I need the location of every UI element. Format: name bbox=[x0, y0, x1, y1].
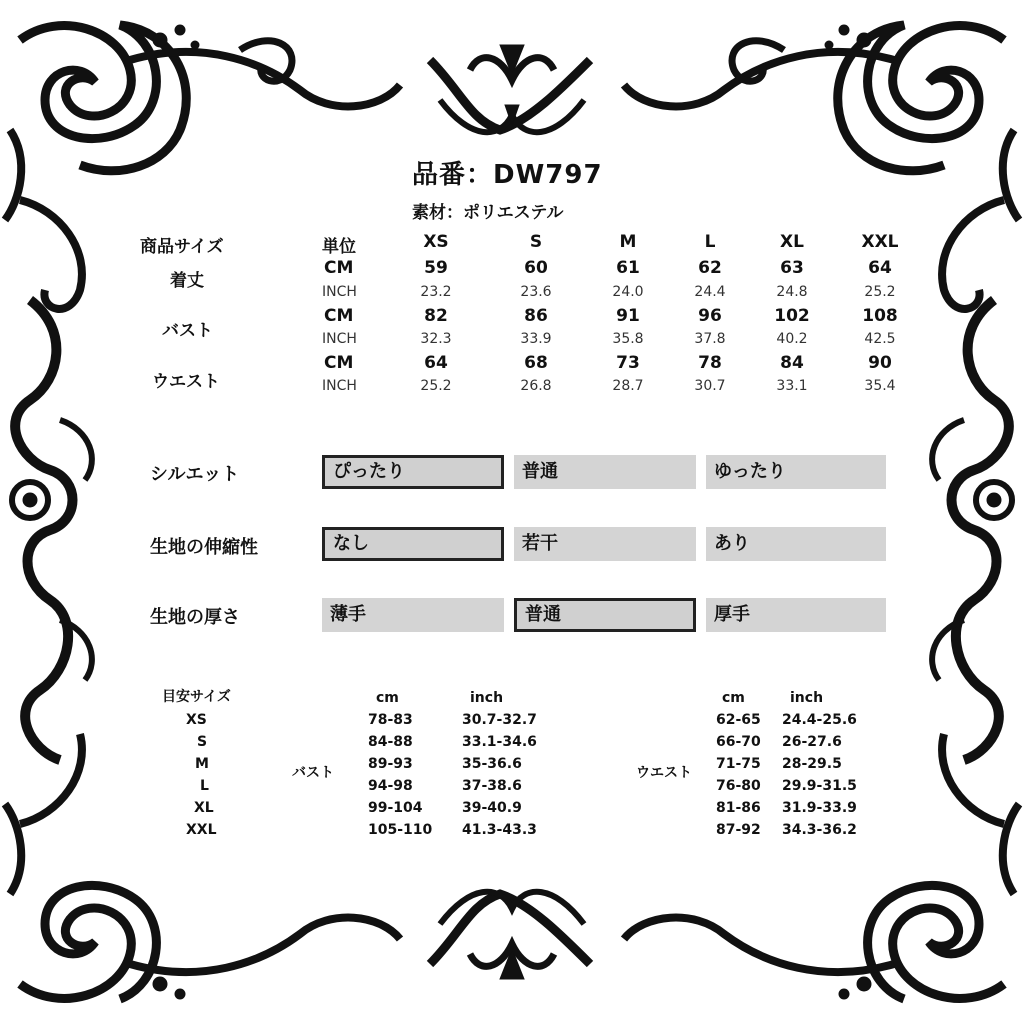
guide-bust-label: バスト bbox=[292, 765, 334, 781]
scale-option: 若干 bbox=[514, 527, 696, 561]
guide-title: 目安サイズ bbox=[162, 689, 231, 705]
cell-cm: 78 bbox=[698, 353, 722, 373]
scale-option-selected: ぴったり bbox=[322, 455, 504, 489]
row-label-bust: バスト bbox=[162, 321, 213, 341]
scale-label: 生地の伸縮性 bbox=[150, 537, 258, 558]
guide-bust-inch: 35-36.6 bbox=[462, 756, 522, 772]
cell-cm: 68 bbox=[524, 353, 548, 373]
cell-cm: 90 bbox=[868, 353, 892, 373]
cell-inch: 42.5 bbox=[864, 331, 896, 347]
scale-option-selected: なし bbox=[322, 527, 504, 561]
guide-bust-cm: 78-83 bbox=[368, 712, 413, 728]
scale-option: 薄手 bbox=[322, 598, 504, 632]
scale-option: 普通 bbox=[514, 455, 696, 489]
guide-cm-header: cm bbox=[376, 690, 399, 706]
size-header: XL bbox=[780, 232, 804, 252]
guide-size: L bbox=[200, 778, 209, 794]
scale-label: 生地の厚さ bbox=[150, 607, 240, 628]
guide-size: XS bbox=[186, 712, 207, 728]
unit-header: 単位 bbox=[322, 237, 356, 257]
guide-bust-cm: 94-98 bbox=[368, 778, 413, 794]
guide-size: XL bbox=[194, 800, 214, 816]
cell-inch: 28.7 bbox=[612, 378, 644, 394]
cell-cm: 96 bbox=[698, 306, 722, 326]
unit-cm: CM bbox=[324, 353, 354, 373]
scale-option: 厚手 bbox=[706, 598, 886, 632]
material-label: 素材：ポリエステル bbox=[412, 203, 564, 223]
size-header: XS bbox=[423, 232, 449, 252]
cell-inch: 24.0 bbox=[612, 284, 644, 300]
guide-inch-header: inch bbox=[790, 690, 824, 706]
cell-inch: 40.2 bbox=[776, 331, 808, 347]
cell-cm: 84 bbox=[780, 353, 804, 373]
cell-inch: 30.7 bbox=[694, 378, 726, 394]
unit-cm: CM bbox=[324, 258, 354, 278]
guide-waist-cm: 81-86 bbox=[716, 800, 761, 816]
unit-inch: INCH bbox=[322, 331, 357, 347]
guide-waist-label: ウエスト bbox=[636, 765, 692, 781]
guide-bust-inch: 39-40.9 bbox=[462, 800, 522, 816]
guide-bust-cm: 84-88 bbox=[368, 734, 413, 750]
guide-size: XXL bbox=[186, 822, 217, 838]
scale-option: ゆったり bbox=[706, 455, 886, 489]
guide-bust-cm: 105-110 bbox=[368, 822, 433, 838]
cell-cm: 62 bbox=[698, 258, 722, 278]
cell-inch: 23.6 bbox=[520, 284, 552, 300]
size-header: XXL bbox=[861, 232, 899, 252]
cell-inch: 24.4 bbox=[694, 284, 726, 300]
cell-inch: 23.2 bbox=[420, 284, 452, 300]
cell-inch: 35.4 bbox=[864, 378, 896, 394]
guide-bust-inch: 33.1-34.6 bbox=[462, 734, 537, 750]
guide-size: S bbox=[197, 734, 208, 750]
cell-cm: 63 bbox=[780, 258, 804, 278]
guide-waist-cm: 87-92 bbox=[716, 822, 761, 838]
cell-cm: 102 bbox=[774, 306, 810, 326]
row-label-waist: ウエスト bbox=[152, 372, 220, 392]
guide-waist-inch: 29.9-31.5 bbox=[782, 778, 857, 794]
guide-waist-inch: 28-29.5 bbox=[782, 756, 842, 772]
cell-inch: 35.8 bbox=[612, 331, 644, 347]
unit-cm: CM bbox=[324, 306, 354, 326]
guide-waist-inch: 26-27.6 bbox=[782, 734, 842, 750]
guide-waist-inch: 34.3-36.2 bbox=[782, 822, 857, 838]
guide-bust-cm: 99-104 bbox=[368, 800, 423, 816]
guide-waist-inch: 31.9-33.9 bbox=[782, 800, 857, 816]
cell-inch: 33.9 bbox=[520, 331, 552, 347]
size-header: L bbox=[704, 232, 716, 252]
cell-cm: 64 bbox=[868, 258, 892, 278]
cell-cm: 86 bbox=[524, 306, 548, 326]
product-number: 品番：DW797 bbox=[412, 160, 603, 190]
guide-waist-inch: 24.4-25.6 bbox=[782, 712, 857, 728]
scale-option: あり bbox=[706, 527, 886, 561]
guide-size: M bbox=[195, 756, 209, 772]
unit-inch: INCH bbox=[322, 284, 357, 300]
guide-bust-cm: 89-93 bbox=[368, 756, 413, 772]
cell-cm: 60 bbox=[524, 258, 548, 278]
cell-cm: 108 bbox=[862, 306, 898, 326]
guide-cm-header: cm bbox=[722, 690, 745, 706]
cell-cm: 73 bbox=[616, 353, 640, 373]
guide-waist-cm: 71-75 bbox=[716, 756, 761, 772]
cell-inch: 25.2 bbox=[864, 284, 896, 300]
cell-cm: 82 bbox=[424, 306, 448, 326]
cell-cm: 91 bbox=[616, 306, 640, 326]
cell-inch: 32.3 bbox=[420, 331, 452, 347]
guide-bust-inch: 30.7-32.7 bbox=[462, 712, 537, 728]
guide-waist-cm: 76-80 bbox=[716, 778, 761, 794]
cell-inch: 24.8 bbox=[776, 284, 808, 300]
size-table-corner: 商品サイズ bbox=[140, 237, 224, 257]
guide-bust-inch: 37-38.6 bbox=[462, 778, 522, 794]
cell-cm: 64 bbox=[424, 353, 448, 373]
guide-waist-cm: 66-70 bbox=[716, 734, 761, 750]
size-header: M bbox=[619, 232, 637, 252]
cell-inch: 33.1 bbox=[776, 378, 808, 394]
size-header: S bbox=[529, 232, 543, 252]
guide-waist-cm: 62-65 bbox=[716, 712, 761, 728]
guide-inch-header: inch bbox=[470, 690, 504, 706]
cell-inch: 25.2 bbox=[420, 378, 452, 394]
scale-option-selected: 普通 bbox=[514, 598, 696, 632]
cell-inch: 26.8 bbox=[520, 378, 552, 394]
scale-label: シルエット bbox=[150, 464, 240, 485]
guide-bust-inch: 41.3-43.3 bbox=[462, 822, 537, 838]
cell-inch: 37.8 bbox=[694, 331, 726, 347]
unit-inch: INCH bbox=[322, 378, 357, 394]
row-label-length: 着丈 bbox=[170, 271, 204, 291]
cell-cm: 61 bbox=[616, 258, 640, 278]
cell-cm: 59 bbox=[424, 258, 448, 278]
